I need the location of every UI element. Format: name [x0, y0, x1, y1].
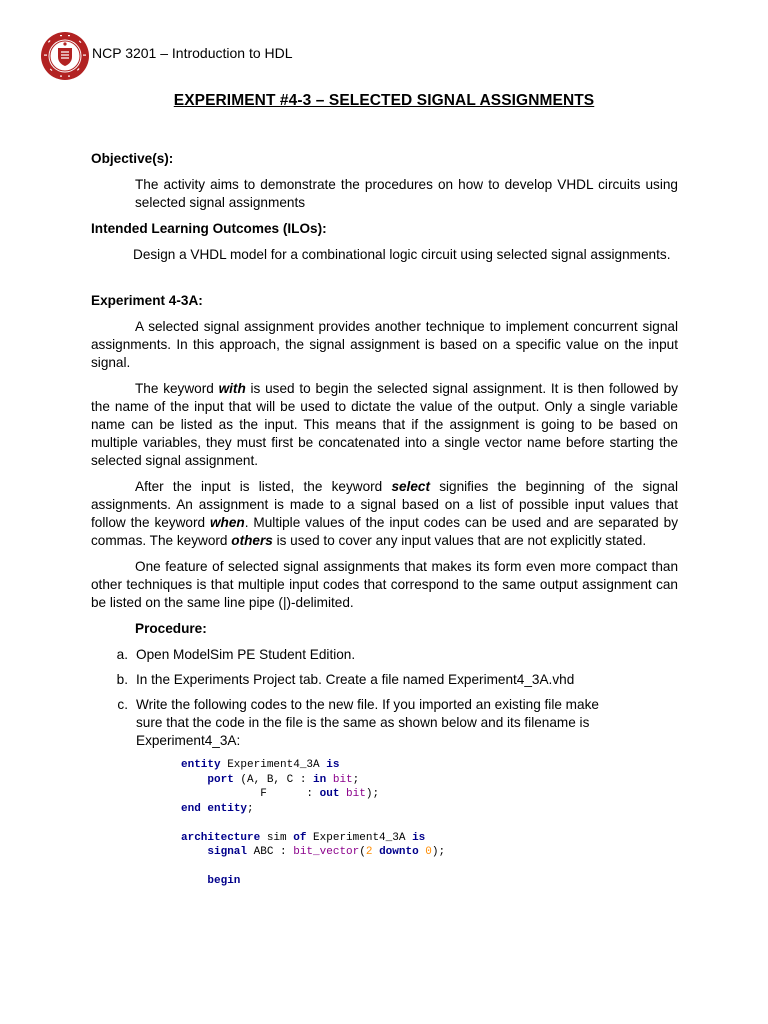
code-keyword: end [181, 802, 201, 815]
code-type: bit_vector [293, 846, 360, 858]
code-text: (A, B, C : [233, 773, 314, 786]
step-text: Write the following codes to the new file. If you imported an existing file make sure that the code in the file is the same as shown below and its filename is Experiment4_3A: [136, 697, 599, 748]
code-keyword: of [293, 831, 307, 844]
keyword-with: with [218, 381, 246, 396]
procedure-heading: Procedure: [135, 621, 207, 636]
code-keyword: begin [207, 875, 241, 887]
keyword-others: others [231, 533, 273, 548]
step-text: In the Experiments Project tab. Create a file named Experiment4_3A.vhd [136, 672, 575, 687]
step-letter: a. [116, 647, 128, 662]
code-line [181, 802, 678, 817]
code-line [181, 773, 678, 788]
code-keyword: out [319, 788, 340, 800]
code-number: 2 [365, 846, 373, 858]
code-line [181, 874, 678, 889]
code-text: Experiment4_3A [306, 831, 413, 844]
vhdl-code-block [181, 758, 678, 889]
code-type: bit [346, 788, 366, 800]
procedure-steps [91, 646, 678, 750]
experiment-paragraph-4: One feature of selected signal assignments that makes its form even more compact than other techniques is that multiple input codes that correspond to the same output assignment can be listed on the same line pipe (|)-delimited. [91, 559, 678, 610]
code-text: ; [352, 773, 360, 786]
p3-text-a: After the input is listed, the keyword [135, 479, 392, 494]
code-text: Experiment4_3A [220, 759, 327, 771]
code-keyword: port [207, 773, 234, 786]
p3-text-d: is used to cover any input values that are not explicitly stated. [272, 533, 647, 548]
step-text: Open ModelSim PE Student Edition. [136, 647, 356, 662]
code-blank-line [181, 816, 678, 831]
code-keyword: architecture [181, 831, 261, 844]
code-number: 0 [425, 846, 432, 858]
code-keyword: is [326, 759, 340, 771]
code-type: bit [332, 773, 353, 786]
procedure-step-c [91, 696, 678, 750]
code-text: ( [359, 846, 366, 858]
p2-text-end: is used to begin the selected signal assignment. It is then followed by the name of the input that will be used to dictate the value of the output. Only a single variable name can be listed as the input. This means that if the assignment is going to be based on multiple variables, they must first be concatenated into a single vector name before starting the selected signal assignment. [91, 381, 678, 468]
objective-text: The activity aims to demonstrate the procedures on how to develop VHDL circuits using selected signal assignments [135, 177, 678, 210]
experiment-paragraph-1: A selected signal assignment provides another technique to implement concurrent signal assignments. In this approach, the signal assignment is based on a specific value on the input signal. [91, 319, 678, 370]
keyword-when: when [209, 515, 245, 530]
code-text: ; [247, 802, 254, 815]
code-keyword: is [412, 831, 426, 844]
code-keyword: signal [207, 846, 248, 858]
code-keyword: entity [207, 802, 248, 815]
p3-text-b: signifies the beginning of the signal assignments. An assignment is made to a signal based on a list of possible input values that follow the keyword [91, 479, 678, 530]
ilo-heading: Intended Learning Outcomes (ILOs): [91, 221, 327, 236]
code-keyword: downto [379, 846, 419, 858]
ilo-text: Design a VHDL model for a combinational logic circuit using selected signal assignments. [133, 247, 671, 262]
code-keyword: entity [181, 759, 221, 771]
university-seal-icon [40, 31, 90, 81]
code-text: ABC : [247, 846, 294, 858]
code-text: sim [260, 831, 294, 844]
code-text: ); [365, 788, 380, 800]
code-line [181, 758, 678, 773]
code-line [181, 831, 678, 846]
experiment-paragraph-3 [91, 478, 678, 550]
p3-text-c: . Multiple values of the input codes can be used and are separated by commas. The keyword [91, 515, 678, 548]
code-text: ); [431, 846, 446, 858]
step-letter: b. [116, 672, 128, 687]
experiment-title: EXPERIMENT #4-3 – SELECTED SIGNAL ASSIGNMENTS [173, 92, 595, 109]
code-blank-line [181, 860, 678, 875]
code-line [181, 787, 678, 802]
keyword-select: select [391, 479, 430, 494]
procedure-step-b [91, 671, 678, 689]
objective-heading: Objective(s): [91, 151, 174, 166]
p2-text-start: The keyword [135, 381, 219, 396]
experiment-heading: Experiment 4-3A: [91, 293, 203, 308]
code-keyword: in [313, 773, 327, 786]
experiment-paragraph-2 [91, 380, 678, 470]
procedure-step-a [91, 646, 678, 664]
document-body [91, 150, 678, 889]
page-header [40, 30, 293, 82]
code-text: F : [207, 788, 320, 800]
code-line [181, 845, 678, 860]
course-title: NCP 3201 – Introduction to HDL [92, 45, 293, 61]
step-letter: c. [117, 697, 128, 712]
